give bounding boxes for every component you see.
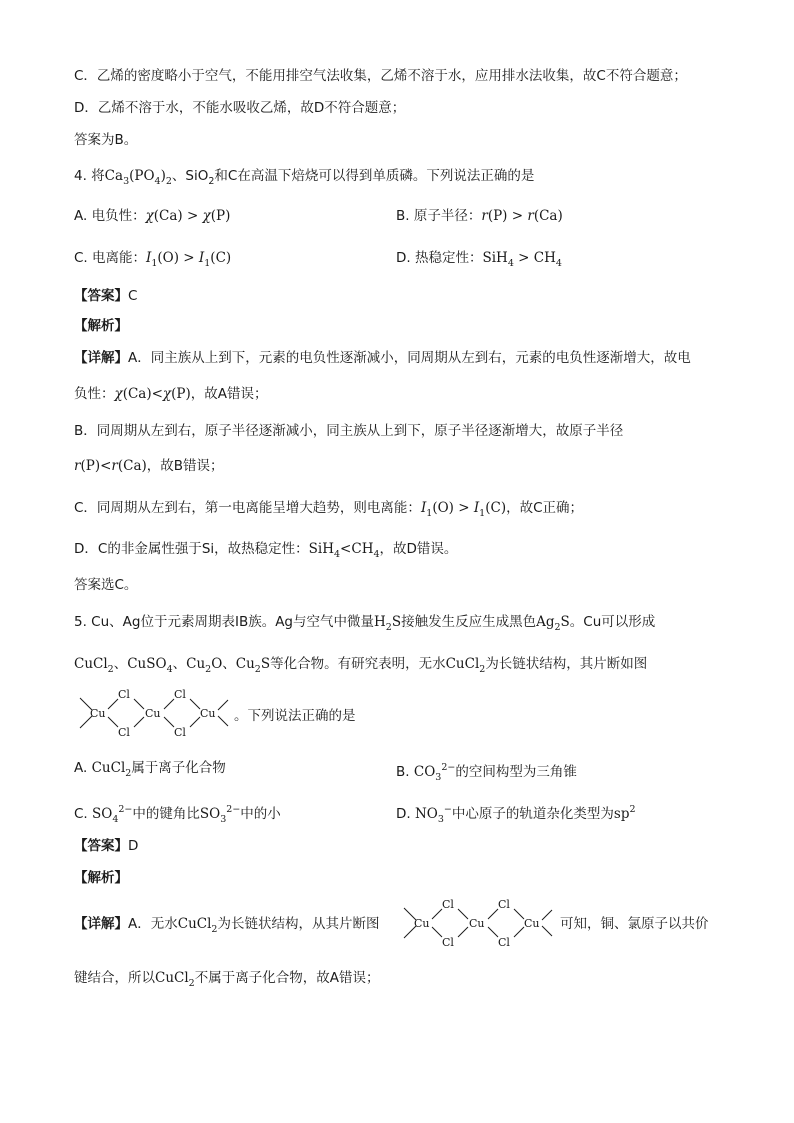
- cl-atom: Cl: [442, 936, 454, 949]
- cucl2-chain-svg: [396, 894, 556, 952]
- q4-option-b: B. 原子半径：r(P) > r(Ca): [396, 208, 563, 224]
- q4-detail-d: D．C的非金属性强于Si，故热稳定性：$SiH_4<CH_4$，故D错误。: [74, 541, 458, 560]
- q4-option-c: C. 电离能：$I_1(O) > I_1(C)$: [74, 250, 232, 269]
- q4-option-d: D. 热稳定性：$SiH_4 > CH_4$: [396, 250, 562, 269]
- q5-option-a: A. CuCl$_2$属于离子化合物: [74, 760, 226, 779]
- cu-atom: Cu: [145, 707, 161, 720]
- q5-detail-a-line1-tail: 可知，铜、氯原子以共价: [560, 916, 709, 932]
- q3-option-c-explanation: C．乙烯的密度略小于空气，不能用排空气法收集，乙烯不溶于水，应用排水法收集，故C不符合题意；: [74, 68, 687, 84]
- q4-detail-a-line1: 【详解】A．同主族从上到下，元素的电负性逐渐减小，同周期从左到右，元素的电负性逐渐增大，故电: [74, 350, 691, 366]
- q4-detail-b-line2: r(P)<r(Ca)，故B错误；: [74, 458, 224, 474]
- q3-option-d-explanation: D．乙烯不溶于水，不能水吸收乙烯，故D不符合题意；: [74, 100, 406, 116]
- q5-answer: 【答案】D: [74, 838, 139, 854]
- q5-option-c: C. $SO_4^{2-}$中的键角比$SO_3^{2-}$中的小: [74, 804, 281, 825]
- q5-stem-line2: CuCl$_2$、CuSO$_4$、$Cu_2O$、$Cu_2S$等化合物。有研究表明，无水CuCl$_2$为长链状结构，其片断如图: [74, 656, 648, 675]
- cu-atom: Cu: [469, 917, 485, 930]
- q4-analysis-heading: 【解析】: [74, 318, 128, 334]
- cu-atom: Cu: [414, 917, 430, 930]
- cu-atom: Cu: [90, 707, 106, 720]
- q5-detail-a-line2: 键结合，所以CuCl$_2$不属于离子化合物，故A错误；: [74, 970, 380, 989]
- q3-answer: 答案为B。: [74, 132, 138, 148]
- q4-answer: 【答案】C: [74, 288, 138, 304]
- q5-analysis-heading: 【解析】: [74, 870, 128, 886]
- q5-option-b: B. $CO_3^{2-}$的空间构型为三角锥: [396, 762, 577, 783]
- cl-atom: Cl: [174, 688, 186, 701]
- cucl2-chain-diagram: [72, 684, 232, 746]
- q4-conclusion: 答案选C。: [74, 577, 138, 593]
- q4-option-a: A. 电负性：χ(Ca) > χ(P): [74, 208, 231, 224]
- q4-detail-c: C．同周期从左到右，第一电离能呈增大趋势，则电离能：$I_1(O) > I_1(C)$，故C正确；: [74, 500, 584, 519]
- cucl2-chain-diagram-detail: [396, 894, 556, 956]
- q5-stem-line3: 。下列说法正确的是: [234, 708, 356, 724]
- q4-stem: 4. 将$Ca_3(PO_4)_2$、SiO$_2$和C在高温下焙烧可以得到单质磷。下列说法正确的是: [74, 168, 535, 187]
- cu-atom: Cu: [524, 917, 540, 930]
- cu-atom: Cu: [200, 707, 216, 720]
- cl-atom: Cl: [498, 936, 510, 949]
- cucl2-chain-svg: [72, 684, 232, 742]
- q5-detail-a-line1: 【详解】A．无水CuCl$_2$为长链状结构，从其片断图: [74, 916, 380, 935]
- cl-atom: Cl: [118, 726, 130, 739]
- cl-atom: Cl: [498, 898, 510, 911]
- q4-detail-b-line1: B．同周期从左到右，原子半径逐渐减小，同主族从上到下，原子半径逐渐增大，故原子半径: [74, 423, 624, 439]
- cl-atom: Cl: [442, 898, 454, 911]
- q5-stem-line1: 5. Cu、Ag位于元素周期表ⅠB族。Ag与空气中微量$H_2S$接触发生反应生成黑色$Ag_2S$。Cu可以形成: [74, 614, 656, 633]
- cl-atom: Cl: [174, 726, 186, 739]
- q5-option-d: D. $NO_3^-$中心原子的轨道杂化类型为$sp^2$: [396, 804, 636, 825]
- q4-detail-a-line2: 负性：χ(Ca)<χ(P)，故A错误；: [74, 386, 268, 402]
- cl-atom: Cl: [118, 688, 130, 701]
